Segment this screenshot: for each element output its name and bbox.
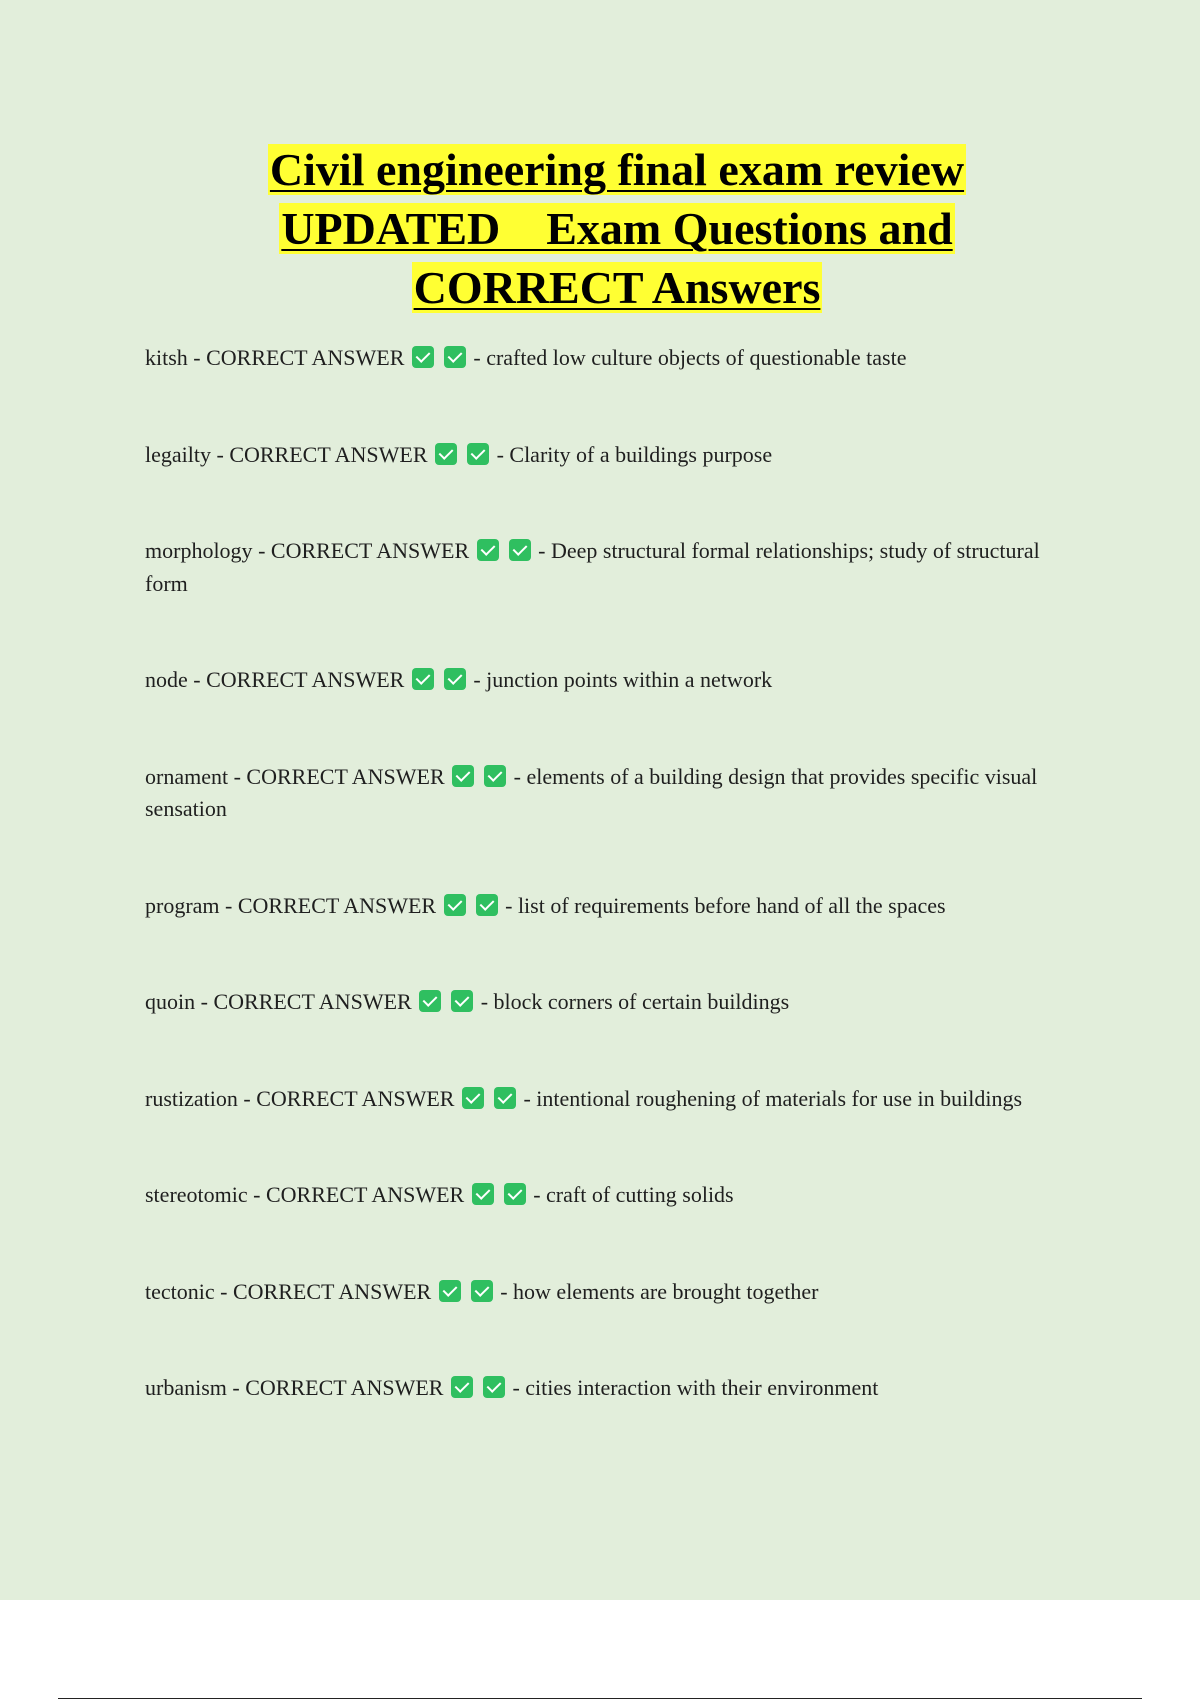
- check-mark-icon: [472, 1183, 494, 1205]
- title-line: [0, 199, 1200, 258]
- check-mark-icon: [419, 990, 441, 1012]
- definition: junction points within a network: [486, 667, 773, 692]
- check-mark-icon: [477, 539, 499, 561]
- qa-entry: program - CORRECT ANSWER - list of requirements before hand of all the spaces: [145, 892, 946, 918]
- qa-entry: stereotomic - CORRECT ANSWER - craft of cutting solids: [145, 1182, 734, 1207]
- qa-entry: quoin - CORRECT ANSWER - block corners of certain buildings: [145, 989, 790, 1014]
- check-mark-icon: [412, 346, 434, 368]
- check-mark-icon: [444, 668, 466, 690]
- answer-label: CORRECT ANSWER: [237, 892, 437, 918]
- definition: cities interaction with their environment: [525, 1375, 879, 1400]
- check-mark-icon: [484, 765, 506, 787]
- term: program: [145, 892, 220, 918]
- title-line-text: CORRECT Answers: [413, 262, 821, 313]
- term: node: [145, 667, 188, 692]
- qa-entry: node - CORRECT ANSWER - junction points within a network: [145, 667, 773, 692]
- term: quoin: [145, 989, 196, 1014]
- check-mark-icon: [451, 990, 473, 1012]
- check-mark-icon: [444, 346, 466, 368]
- title-line-text: UPDATED Exam Questions and: [281, 203, 953, 254]
- answer-label: CORRECT ANSWER: [246, 763, 445, 789]
- answer-label: CORRECT ANSWER: [206, 667, 405, 692]
- check-mark-icon: [444, 894, 466, 916]
- definition: craft of cutting solids: [546, 1182, 734, 1207]
- qa-entry: ornament - CORRECT ANSWER - elements of a building design that provides specific visual sensation: [145, 763, 1038, 821]
- footer-divider: [58, 1698, 1142, 1699]
- check-mark-icon: [494, 1087, 516, 1109]
- definition: elements of a building design that provides specific visual sensation: [145, 763, 1038, 821]
- check-mark-icon: [439, 1280, 461, 1302]
- definition: how elements are brought together: [513, 1278, 819, 1304]
- check-mark-icon: [471, 1280, 493, 1302]
- check-mark-icon: [476, 894, 498, 916]
- title-line-text: Civil engineering final exam review: [269, 144, 965, 195]
- definition: block corners of certain buildings: [493, 989, 790, 1014]
- term: morphology: [145, 538, 253, 563]
- answer-label: CORRECT ANSWER: [213, 989, 412, 1014]
- term: tectonic: [145, 1278, 215, 1304]
- definition: intentional roughening of materials for use in buildings: [536, 1085, 1023, 1111]
- qa-entry: urbanism - CORRECT ANSWER - cities interaction with their environment: [145, 1375, 879, 1400]
- definition: list of requirements before hand of all the spaces: [517, 892, 946, 918]
- qa-entry: rustization - CORRECT ANSWER - intentional roughening of materials for use in buildings: [145, 1085, 1023, 1111]
- answer-label: CORRECT ANSWER: [206, 345, 405, 370]
- qa-entry: tectonic - CORRECT ANSWER - how elements are brought together: [145, 1278, 819, 1304]
- check-mark-icon: [462, 1087, 484, 1109]
- qa-entry: legailty - CORRECT ANSWER - Clarity of a buildings purpose: [145, 441, 773, 467]
- check-mark-icon: [412, 668, 434, 690]
- qa-entry: kitsh - CORRECT ANSWER - crafted low culture objects of questionable taste: [145, 345, 907, 370]
- check-mark-icon: [467, 443, 489, 465]
- term: rustization: [145, 1085, 238, 1111]
- term: ornament: [145, 763, 229, 789]
- qa-entry: morphology - CORRECT ANSWER - Deep structural formal relationships; study of structural form: [145, 538, 1040, 596]
- check-mark-icon: [451, 1376, 473, 1398]
- check-mark-icon: [483, 1376, 505, 1398]
- check-mark-icon: [435, 443, 457, 465]
- definition: crafted low culture objects of questionable taste: [486, 345, 907, 370]
- definition: Deep structural formal relationships; study of structural form: [145, 538, 1040, 596]
- answer-label: CORRECT ANSWER: [256, 1085, 455, 1111]
- answer-label: CORRECT ANSWER: [265, 1182, 465, 1207]
- check-mark-icon: [504, 1183, 526, 1205]
- term: legailty: [145, 441, 211, 467]
- title-line: [0, 140, 1200, 199]
- term: stereotomic: [145, 1182, 248, 1207]
- document-title: [0, 140, 1200, 317]
- title-line: [0, 258, 1200, 317]
- term: kitsh: [145, 345, 188, 370]
- check-mark-icon: [509, 539, 531, 561]
- answer-label: CORRECT ANSWER: [270, 538, 470, 563]
- qa-list: [145, 342, 1065, 1405]
- term: urbanism: [145, 1375, 227, 1400]
- answer-label: CORRECT ANSWER: [245, 1375, 444, 1400]
- answer-label: CORRECT ANSWER: [229, 441, 428, 467]
- check-mark-icon: [452, 765, 474, 787]
- definition: Clarity of a buildings purpose: [509, 441, 773, 467]
- answer-label: CORRECT ANSWER: [232, 1278, 432, 1304]
